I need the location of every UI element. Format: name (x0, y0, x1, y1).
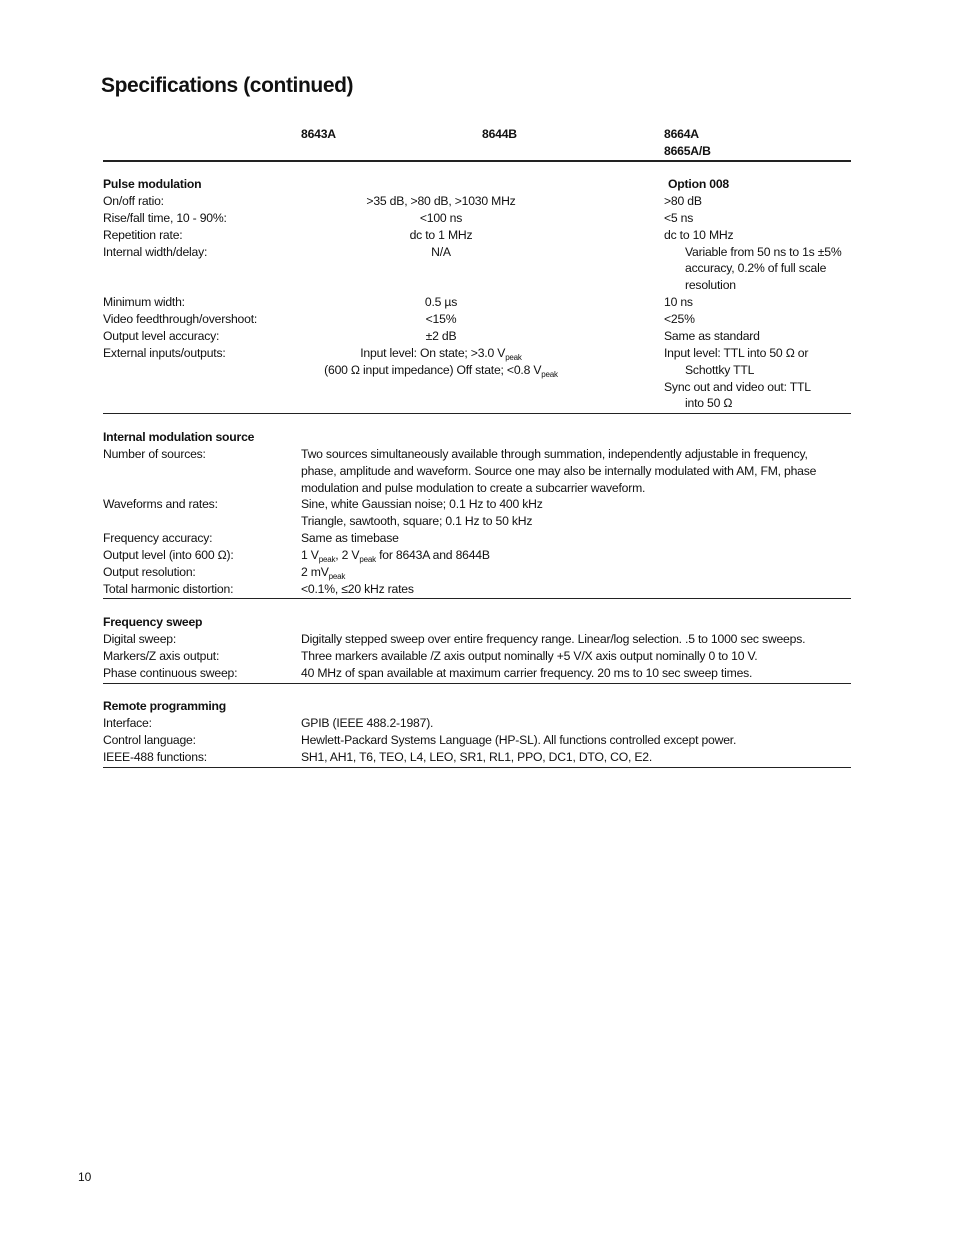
spec-value: Two sources simultaneously available through summation, independently adjustable in frequency, (301, 447, 808, 461)
section-heading-internal: Internal modulation source (103, 430, 255, 444)
spec-value (311, 362, 571, 383)
spec-label: Digital sweep: (103, 632, 177, 646)
spec-value: Schottky TTL (685, 363, 755, 377)
spec-value: Sync out and video out: TTL (664, 380, 811, 394)
spec-value: into 50 Ω (685, 396, 733, 410)
spec-label: Video feedthrough/overshoot: (103, 312, 258, 326)
section-rule (103, 598, 851, 599)
section-rule (103, 413, 851, 414)
spec-label: External inputs/outputs: (103, 346, 226, 360)
header-rule (103, 160, 851, 162)
spec-label: Output level (into 600 Ω): (103, 548, 234, 562)
spec-label: Markers/Z axis output: (103, 649, 220, 663)
spec-value: GPIB (IEEE 488.2-1987). (301, 716, 434, 730)
section-heading-pulse: Pulse modulation (103, 177, 202, 191)
spec-value: 0.5 µs (424, 295, 458, 309)
section-rule (103, 767, 851, 768)
subscript: peak (359, 555, 376, 564)
spec-value: <5 ns (664, 211, 694, 225)
spec-value: phase, amplitude and waveform. Source one may also be internally modulated with AM, FM, phase (301, 464, 817, 478)
spec-value: Sine, white Gaussian noise; 0.1 Hz to 400 kHz (301, 497, 543, 511)
spec-value: 40 MHz of span available at maximum carrier frequency. 20 ms to 10 sec sweep times. (301, 666, 753, 680)
spec-label: Total harmonic distortion: (103, 582, 234, 596)
spec-value: <100 ns (419, 211, 463, 225)
spec-value-text: Input level: On state; >3.0 V (360, 346, 506, 360)
spec-value: dc to 1 MHz (409, 228, 473, 242)
spec-value: SH1, AH1, T6, TEO, L4, LEO, SR1, RL1, PPO, DC1, DTO, CO, E2. (301, 750, 653, 764)
spec-value: <25% (664, 312, 695, 326)
spec-value-text: for 8643A and 8644B (375, 548, 490, 562)
spec-value: N/A (431, 245, 451, 259)
spec-value: modulation and pulse modulation to create a subcarrier waveform. (301, 481, 646, 495)
spec-label: Number of sources: (103, 447, 206, 461)
section-rule (103, 683, 851, 684)
column-header-8644b: 8644B (482, 127, 517, 141)
column-header-8665ab: 8665A/B (664, 144, 711, 158)
subscript: peak (541, 370, 558, 379)
page-number: 10 (78, 1170, 92, 1184)
spec-value: >80 dB (664, 194, 702, 208)
spec-label: Frequency accuracy: (103, 531, 213, 545)
spec-label: Control language: (103, 733, 196, 747)
section-heading-remote: Remote programming (103, 699, 227, 713)
spec-value: >35 dB, >80 dB, >1030 MHz (366, 194, 516, 208)
spec-label: Internal width/delay: (103, 245, 208, 259)
spec-value: Triangle, sawtooth, square; 0.1 Hz to 50 kHz (301, 514, 533, 528)
spec-label: Output resolution: (103, 565, 196, 579)
spec-value: Same as standard (664, 329, 760, 343)
spec-value-text: 1 V (301, 548, 319, 562)
spec-value: Three markers available /Z axis output nominally +5 V/X axis output nominally 0 to 10 V. (301, 649, 758, 663)
spec-value: Hewlett-Packard Systems Language (HP-SL). All functions controlled except power. (301, 733, 737, 747)
column-header-8643a: 8643A (301, 127, 336, 141)
spec-label: Interface: (103, 716, 152, 730)
spec-label: On/off ratio: (103, 194, 164, 208)
spec-label: Minimum width: (103, 295, 185, 309)
spec-label: IEEE-488 functions: (103, 750, 207, 764)
spec-value: Input level: TTL into 50 Ω or (664, 346, 809, 360)
spec-value: <15% (425, 312, 457, 326)
spec-value: Variable from 50 ns to 1s ±5% (685, 245, 842, 259)
spec-value: resolution (685, 278, 736, 292)
spec-value-text: 2 mV (301, 565, 329, 579)
spec-value: <0.1%, ≤20 kHz rates (301, 582, 414, 596)
spec-value: 10 ns (664, 295, 693, 309)
spec-value-text: , 2 V (335, 548, 360, 562)
column-header-8664a: 8664A (664, 127, 699, 141)
spec-value: accuracy, 0.2% of full scale (685, 261, 827, 275)
section-heading-sweep: Frequency sweep (103, 615, 203, 629)
option-label: Option 008 (668, 177, 729, 191)
spec-value: dc to 10 MHz (664, 228, 734, 242)
spec-label: Repetition rate: (103, 228, 183, 242)
spec-label: Phase continuous sweep: (103, 666, 238, 680)
spec-label: Output level accuracy: (103, 329, 220, 343)
subscript: peak (328, 572, 346, 581)
spec-value: Digitally stepped sweep over entire frequency range. Linear/log selection. .5 to 1000 sec sweeps. (301, 632, 806, 646)
spec-value-text: (600 Ω input impedance) Off state; <0.8 V (324, 363, 542, 377)
subscript: peak (318, 555, 336, 564)
spec-value: Same as timebase (301, 531, 399, 545)
page-title: Specifications (continued) (101, 74, 354, 97)
spec-label: Waveforms and rates: (103, 497, 218, 511)
subscript: peak (505, 353, 522, 362)
spec-value: ±2 dB (425, 329, 457, 343)
spec-label: Rise/fall time, 10 - 90%: (103, 211, 227, 225)
